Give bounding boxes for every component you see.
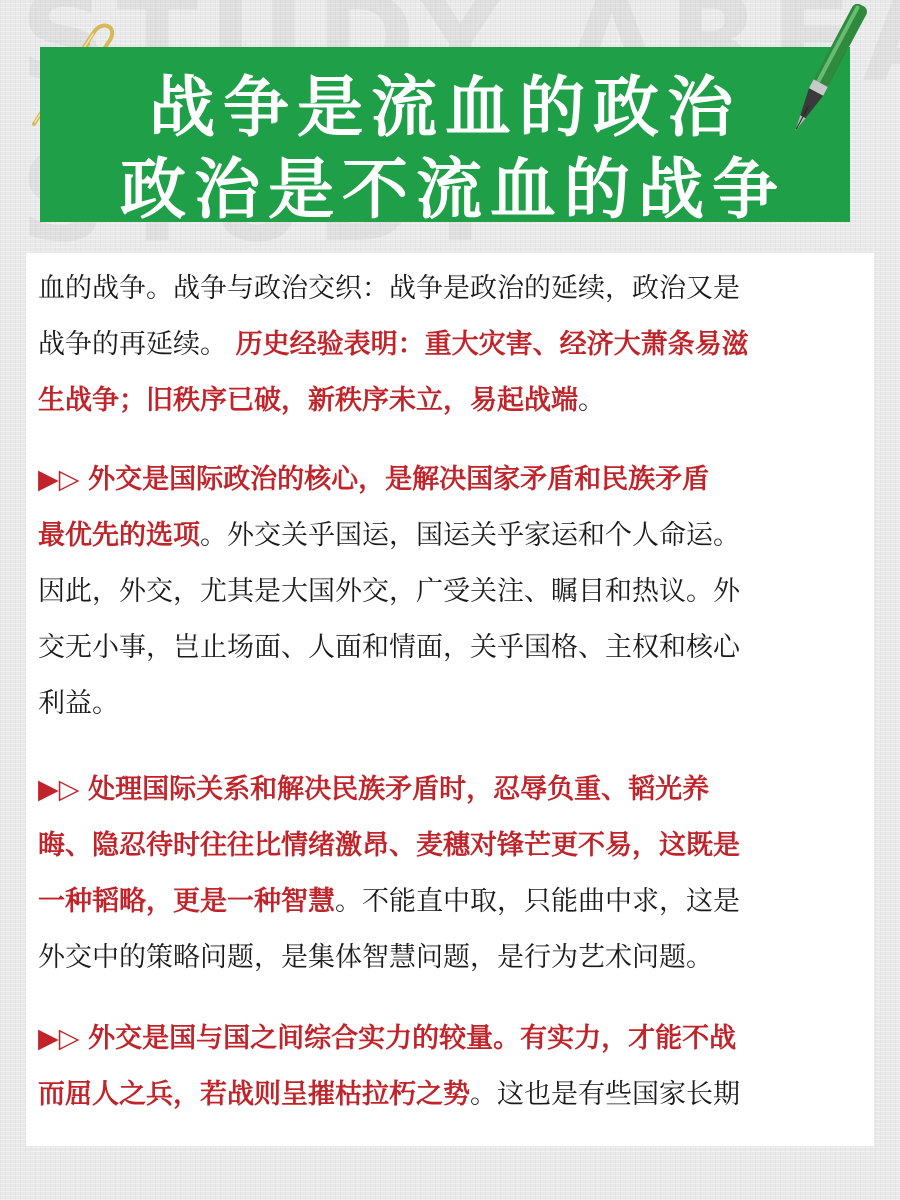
p3-line-4: 外交中的策略问题，是集体智慧问题，是行为艺术问题。: [38, 942, 713, 973]
title-banner: [40, 47, 850, 228]
p1-line-3: [38, 373, 874, 429]
triangle-marker-icon: ▶▷: [38, 464, 80, 495]
p2-line-4: 交无小事，岂止场面、人面和情面，关乎国格、主权和核心: [38, 632, 740, 663]
article-body: [38, 261, 874, 1143]
paragraph-1: [38, 261, 874, 429]
title-line-2: 政治是不流血的战争: [120, 151, 786, 228]
p4-line-1: [38, 1011, 874, 1067]
p2-line-1-highlight: 外交是国际政治的核心，是解决国家矛盾和民族矛盾: [88, 464, 710, 495]
p1-line-2-text: 战争的再延续。: [38, 329, 227, 360]
p4-line-2-highlight: 而屈人之兵，若战则呈摧枯拉朽之势: [38, 1079, 470, 1110]
p3-line-3-highlight: 一种韬略，更是一种智慧: [38, 886, 335, 917]
p1-line-2: [38, 317, 874, 373]
p3-line-2: 晦、隐忍待时往往比情绪激昂、麦穗对锋芒更不易，这既是: [38, 830, 740, 861]
triangle-marker-icon: ▶▷: [38, 774, 80, 805]
paragraph-2: [38, 452, 874, 732]
p4-line-1-highlight: 外交是国与国之间综合实力的较量。有实力，才能不战: [88, 1023, 737, 1054]
title-line-1: 战争是流血的政治: [149, 69, 741, 146]
p4-line-2: [38, 1067, 874, 1123]
paragraph-4: [38, 1011, 874, 1123]
content-card: [26, 253, 874, 1146]
p2-line-1: [38, 452, 874, 508]
p2-line-5: 利益。: [38, 688, 119, 719]
p3-line-3-text: 。不能直中取，只能曲中求，这是: [335, 886, 740, 917]
p3-line-1-highlight: 处理国际关系和解决民族矛盾时，忍辱负重、韬光养: [88, 774, 710, 805]
p2-line-2-highlight: 最优先的选项: [38, 520, 200, 551]
p1-line-1: 血的战争。战争与政治交织：战争是政治的延续，政治又是: [38, 273, 740, 304]
p3-line-1: [38, 762, 874, 818]
pen-icon: [770, 0, 880, 145]
paragraph-3: [38, 762, 874, 986]
p2-line-2: [38, 508, 874, 564]
p4-line-2-text: 。这也是有些国家长期: [470, 1079, 740, 1110]
triangle-marker-icon: ▶▷: [38, 1023, 80, 1054]
p2-line-2-text: 。外交关乎国运，国运关乎家运和个人命运。: [200, 520, 740, 551]
p1-line-2-highlight: 历史经验表明：重大灾害、经济大萧条易滋: [235, 329, 749, 360]
p1-line-3-end: 。: [578, 385, 605, 416]
p1-line-3-highlight: 生战争；旧秩序已破，新秩序未立，易起战端: [38, 385, 578, 416]
p2-line-3: 因此，外交，尤其是大国外交，广受关注、瞩目和热议。外: [38, 576, 740, 607]
p3-line-3: [38, 874, 874, 930]
